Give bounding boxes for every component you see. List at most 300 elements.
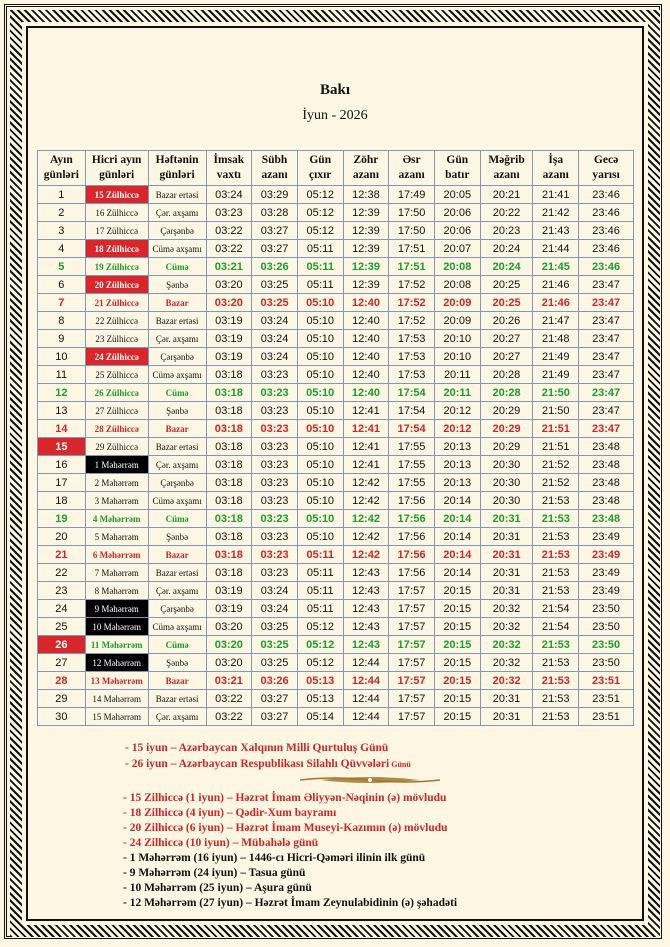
table-row [38,384,634,402]
day-cell: 18 [38,492,86,510]
isha-cell: 21:51 [533,438,579,456]
isha-cell: 21:52 [533,474,579,492]
hijri-date-cell: 14 Məhərrəm [85,690,148,708]
column-header [148,151,206,186]
maghrib-cell: 20:27 [480,330,533,348]
midnight-cell: 23:49 [579,528,634,546]
day-cell: 1 [38,186,86,204]
asr-cell: 17:55 [389,474,435,492]
maghrib-cell: 20:31 [480,546,533,564]
maghrib-cell: 20:26 [480,312,533,330]
sunset-cell: 20:13 [434,474,480,492]
isha-cell: 21:53 [533,546,579,564]
maghrib-cell: 20:31 [480,564,533,582]
day-cell: 25 [38,618,86,636]
asr-cell: 17:55 [389,456,435,474]
sunrise-cell: 05:14 [297,708,343,726]
table-row [38,456,634,474]
table-row [38,240,634,258]
ornament-divider [300,775,440,785]
zohr-cell: 12:40 [343,312,389,330]
asr-cell: 17:50 [389,204,435,222]
subh-cell: 03:23 [252,474,298,492]
hijri-date-cell: 9 Məhərrəm [85,600,148,618]
weekday-cell: Cümə [148,384,206,402]
hijri-date-cell: 26 Zülhiccə [85,384,148,402]
weekday-cell: Çər. axşamı [148,330,206,348]
imsak-cell: 03:22 [206,690,252,708]
hijri-date-cell: 1 Məhərrəm [85,456,148,474]
midnight-cell: 23:48 [579,474,634,492]
sunrise-cell: 05:12 [297,186,343,204]
subh-cell: 03:25 [252,618,298,636]
asr-cell: 17:57 [389,600,435,618]
maghrib-cell: 20:31 [480,582,533,600]
imsak-cell: 03:22 [206,708,252,726]
sunrise-cell: 05:11 [297,258,343,276]
sunset-cell: 20:14 [434,546,480,564]
sunset-cell: 20:08 [434,258,480,276]
sunrise-cell: 05:10 [297,492,343,510]
column-header-line: Həftənin [155,154,199,166]
isha-cell: 21:43 [533,222,579,240]
sunset-cell: 20:12 [434,402,480,420]
sunrise-cell: 05:12 [297,222,343,240]
column-header-line: Sübh [261,154,288,166]
subh-cell: 03:28 [252,204,298,222]
event-item: - 15 Zilhiccə (1 iyun) – Həzrət İmam Əliyyən-Nəqinin (ə) mövludu [123,792,447,804]
event-item: - 9 Məhərrəm (24 iyun) – Tasua günü [123,867,306,879]
maghrib-cell: 20:25 [480,276,533,294]
weekday-cell: Bazar [148,420,206,438]
day-cell: 6 [38,276,86,294]
subh-cell: 03:23 [252,384,298,402]
column-header-line: azanı [352,169,380,181]
zohr-cell: 12:41 [343,456,389,474]
table-row [38,294,634,312]
midnight-cell: 23:46 [579,186,634,204]
sunrise-cell: 05:10 [297,294,343,312]
sunset-cell: 20:15 [434,690,480,708]
weekday-cell: Cümə axşamı [148,618,206,636]
midnight-cell: 23:49 [579,546,634,564]
column-header-line: Gün [446,154,469,166]
day-cell: 23 [38,582,86,600]
asr-cell: 17:53 [389,366,435,384]
imsak-cell: 03:22 [206,240,252,258]
column-header-line: azanı [261,169,288,181]
zohr-cell: 12:39 [343,258,389,276]
asr-cell: 17:52 [389,276,435,294]
event-item: - 20 Zilhiccə (6 iyun) – Həzrət İmam Museyi-Kazımın (ə) mövludu [123,822,448,834]
day-cell: 5 [38,258,86,276]
subh-cell: 03:23 [252,564,298,582]
sunset-cell: 20:10 [434,330,480,348]
table-row [38,546,634,564]
hijri-date-cell: 8 Məhərrəm [85,582,148,600]
column-header [38,151,86,186]
sunrise-cell: 05:13 [297,672,343,690]
midnight-cell: 23:47 [579,276,634,294]
midnight-cell: 23:47 [579,420,634,438]
table-row [38,420,634,438]
event-item: - 24 Zilhiccə (10 iyun) – Mübahələ günü [123,837,319,849]
asr-cell: 17:57 [389,708,435,726]
sunrise-cell: 05:10 [297,456,343,474]
sunset-cell: 20:11 [434,366,480,384]
holiday-suffix: Günü [389,760,411,769]
table-row [38,600,634,618]
midnight-cell: 23:46 [579,258,634,276]
isha-cell: 21:46 [533,276,579,294]
event-item: - 12 Məhərrəm (27 iyun) – Həzrət İmam Zeynulabidinin (ə) şəhadəti [123,897,458,909]
maghrib-cell: 20:31 [480,510,533,528]
day-cell: 28 [38,672,86,690]
page-title: Bakı [319,82,350,98]
sunset-cell: 20:14 [434,492,480,510]
sunrise-cell: 05:12 [297,636,343,654]
day-cell: 27 [38,654,86,672]
subh-cell: 03:23 [252,492,298,510]
table-row [38,222,634,240]
table-body [38,186,634,726]
imsak-cell: 03:19 [206,348,252,366]
imsak-cell: 03:21 [206,258,252,276]
hijri-date-cell: 27 Zülhiccə [85,402,148,420]
imsak-cell: 03:18 [206,402,252,420]
maghrib-cell: 20:28 [480,384,533,402]
table-row [38,438,634,456]
midnight-cell: 23:49 [579,564,634,582]
column-header-line: Zöhr [353,154,379,166]
isha-cell: 21:53 [533,636,579,654]
table-row [38,402,634,420]
column-header [252,151,298,186]
asr-cell: 17:57 [389,582,435,600]
isha-cell: 21:53 [533,690,579,708]
hijri-date-cell: 5 Məhərrəm [85,528,148,546]
day-cell: 8 [38,312,86,330]
isha-cell: 21:47 [533,312,579,330]
zohr-cell: 12:39 [343,222,389,240]
sunset-cell: 20:14 [434,564,480,582]
isha-cell: 21:50 [533,402,579,420]
hijri-date-cell: 6 Məhərrəm [85,546,148,564]
sunrise-cell: 05:10 [297,510,343,528]
holiday-text: - 15 iyun – Azərbaycan Xalqının Milli Qurtuluş Günü [125,742,389,754]
hijri-date-cell: 23 Zülhiccə [85,330,148,348]
column-header-line: Ayın [49,154,73,166]
hijri-date-cell: 3 Məhərrəm [85,492,148,510]
day-cell: 7 [38,294,86,312]
midnight-cell: 23:51 [579,690,634,708]
asr-cell: 17:56 [389,546,435,564]
asr-cell: 17:54 [389,420,435,438]
midnight-cell: 23:47 [579,294,634,312]
table-row [38,708,634,726]
table-row [38,672,634,690]
day-cell: 13 [38,402,86,420]
weekday-cell: Şənbə [148,276,206,294]
sunrise-cell: 05:12 [297,204,343,222]
sunrise-cell: 05:13 [297,690,343,708]
imsak-cell: 03:18 [206,546,252,564]
weekday-cell: Bazar ertəsi [148,312,206,330]
midnight-cell: 23:46 [579,222,634,240]
sunrise-cell: 05:10 [297,438,343,456]
sunrise-cell: 05:10 [297,348,343,366]
day-cell: 10 [38,348,86,366]
hijri-date-cell: 10 Məhərrəm [85,618,148,636]
column-header-line: azanı [542,169,569,181]
sunrise-cell: 05:10 [297,474,343,492]
holiday-item [125,740,411,756]
subh-cell: 03:25 [252,276,298,294]
sunset-cell: 20:15 [434,582,480,600]
table-row [38,582,634,600]
weekday-cell: Cümə [148,636,206,654]
asr-cell: 17:52 [389,312,435,330]
asr-cell: 17:51 [389,240,435,258]
sunset-cell: 20:12 [434,420,480,438]
column-header [389,151,435,186]
sunrise-cell: 05:11 [297,564,343,582]
table-header-row [38,151,634,186]
column-header-line: Gecə [593,154,619,166]
isha-cell: 21:53 [533,528,579,546]
imsak-cell: 03:23 [206,204,252,222]
asr-cell: 17:55 [389,438,435,456]
maghrib-cell: 20:22 [480,204,533,222]
column-header-line: çıxır [309,169,332,181]
hijri-date-cell: 7 Məhərrəm [85,564,148,582]
table-row [38,492,634,510]
subh-cell: 03:25 [252,654,298,672]
subh-cell: 03:24 [252,348,298,366]
hijri-date-cell: 16 Zülhiccə [85,204,148,222]
asr-cell: 17:54 [389,402,435,420]
weekday-cell: Şənbə [148,654,206,672]
day-cell: 9 [38,330,86,348]
maghrib-cell: 20:29 [480,438,533,456]
subh-cell: 03:24 [252,330,298,348]
weekday-cell: Bazar ertəsi [148,564,206,582]
day-cell: 12 [38,384,86,402]
weekday-cell: Çər. axşamı [148,582,206,600]
sunset-cell: 20:05 [434,186,480,204]
asr-cell: 17:57 [389,636,435,654]
column-header-line: azanı [493,169,520,181]
imsak-cell: 03:18 [206,492,252,510]
table-row [38,204,634,222]
zohr-cell: 12:44 [343,690,389,708]
zohr-cell: 12:44 [343,708,389,726]
imsak-cell: 03:19 [206,330,252,348]
isha-cell: 21:53 [533,492,579,510]
asr-cell: 17:57 [389,618,435,636]
day-cell: 15 [38,438,86,456]
table-row [38,348,634,366]
weekday-cell: Bazar [148,546,206,564]
maghrib-cell: 20:32 [480,618,533,636]
zohr-cell: 12:39 [343,240,389,258]
asr-cell: 17:50 [389,222,435,240]
zohr-cell: 12:43 [343,582,389,600]
day-cell: 26 [38,636,86,654]
page-subtitle: İyun - 2026 [302,108,368,123]
sunset-cell: 20:11 [434,384,480,402]
maghrib-cell: 20:30 [480,474,533,492]
column-header-line: İşa [548,154,564,166]
subh-cell: 03:23 [252,528,298,546]
hijri-date-cell: 15 Zülhiccə [85,186,148,204]
column-header [533,151,579,186]
hijri-date-cell: 21 Zülhiccə [85,294,148,312]
column-header [434,151,480,186]
zohr-cell: 12:42 [343,528,389,546]
subh-cell: 03:24 [252,312,298,330]
day-cell: 29 [38,690,86,708]
isha-cell: 21:53 [533,582,579,600]
asr-cell: 17:53 [389,330,435,348]
midnight-cell: 23:51 [579,708,634,726]
table-row [38,690,634,708]
column-header-line: azanı [398,169,425,181]
column-header [480,151,533,186]
sunrise-cell: 05:12 [297,618,343,636]
isha-cell: 21:53 [533,564,579,582]
religious-events-list [123,791,457,911]
zohr-cell: 12:40 [343,294,389,312]
table-row [38,258,634,276]
column-header-line: Əsr [402,154,421,166]
hijri-date-cell: 19 Zülhiccə [85,258,148,276]
maghrib-cell: 20:24 [480,240,533,258]
maghrib-cell: 20:29 [480,420,533,438]
imsak-cell: 03:18 [206,510,252,528]
isha-cell: 21:41 [533,186,579,204]
column-header-line: yarısı [592,169,620,181]
isha-cell: 21:53 [533,672,579,690]
maghrib-cell: 20:23 [480,222,533,240]
imsak-cell: 03:20 [206,276,252,294]
isha-cell: 21:51 [533,420,579,438]
midnight-cell: 23:47 [579,384,634,402]
subh-cell: 03:27 [252,222,298,240]
maghrib-cell: 20:29 [480,402,533,420]
sunrise-cell: 05:10 [297,402,343,420]
sunset-cell: 20:14 [434,528,480,546]
sunrise-cell: 05:10 [297,420,343,438]
day-cell: 11 [38,366,86,384]
holiday-list [125,740,411,773]
sunrise-cell: 05:11 [297,600,343,618]
holiday-item [125,756,411,773]
weekday-cell: Cümə axşamı [148,492,206,510]
column-header-line: batır [445,169,470,181]
column-header-line: günləri [99,169,135,181]
imsak-cell: 03:20 [206,294,252,312]
midnight-cell: 23:47 [579,330,634,348]
hijri-date-cell: 15 Məhərrəm [85,708,148,726]
zohr-cell: 12:43 [343,636,389,654]
column-header-line: vaxtı [216,169,241,181]
isha-cell: 21:53 [533,654,579,672]
maghrib-cell: 20:32 [480,636,533,654]
imsak-cell: 03:24 [206,186,252,204]
sunset-cell: 20:13 [434,456,480,474]
column-header [297,151,343,186]
asr-cell: 17:56 [389,492,435,510]
hijri-date-cell: 29 Zülhiccə [85,438,148,456]
day-cell: 20 [38,528,86,546]
zohr-cell: 12:41 [343,402,389,420]
subh-cell: 03:23 [252,546,298,564]
subh-cell: 03:23 [252,366,298,384]
imsak-cell: 03:19 [206,600,252,618]
imsak-cell: 03:20 [206,654,252,672]
isha-cell: 21:45 [533,258,579,276]
sunset-cell: 20:15 [434,708,480,726]
asr-cell: 17:52 [389,294,435,312]
midnight-cell: 23:50 [579,636,634,654]
column-header-line: İmsak [213,154,245,166]
imsak-cell: 03:18 [206,528,252,546]
sunset-cell: 20:15 [434,654,480,672]
midnight-cell: 23:46 [579,240,634,258]
day-cell: 19 [38,510,86,528]
sunset-cell: 20:10 [434,348,480,366]
weekday-cell: Bazar ertəsi [148,438,206,456]
weekday-cell: Bazar ertəsi [148,690,206,708]
imsak-cell: 03:18 [206,474,252,492]
column-header-line: günləri [159,169,195,181]
midnight-cell: 23:48 [579,456,634,474]
weekday-cell: Çərşənbə [148,600,206,618]
asr-cell: 17:53 [389,348,435,366]
subh-cell: 03:23 [252,456,298,474]
midnight-cell: 23:47 [579,348,634,366]
midnight-cell: 23:48 [579,492,634,510]
weekday-cell: Cümə [148,258,206,276]
sunset-cell: 20:15 [434,600,480,618]
sunset-cell: 20:09 [434,294,480,312]
weekday-cell: Bazar [148,294,206,312]
table-row [38,312,634,330]
zohr-cell: 12:38 [343,186,389,204]
day-cell: 14 [38,420,86,438]
isha-cell: 21:42 [533,204,579,222]
weekday-cell: Çər. axşamı [148,204,206,222]
subh-cell: 03:23 [252,510,298,528]
table-row [38,564,634,582]
weekday-cell: Bazar [148,672,206,690]
maghrib-cell: 20:21 [480,186,533,204]
table-row [38,474,634,492]
column-header-line: Məğrib [488,154,525,166]
maghrib-cell: 20:30 [480,492,533,510]
isha-cell: 21:44 [533,240,579,258]
table-row [38,510,634,528]
column-header-line: Hicri ayın [91,154,142,166]
table-row [38,636,634,654]
asr-cell: 17:57 [389,690,435,708]
midnight-cell: 23:47 [579,366,634,384]
isha-cell: 21:53 [533,510,579,528]
subh-cell: 03:23 [252,402,298,420]
weekday-cell: Çər. axşamı [148,456,206,474]
subh-cell: 03:24 [252,582,298,600]
